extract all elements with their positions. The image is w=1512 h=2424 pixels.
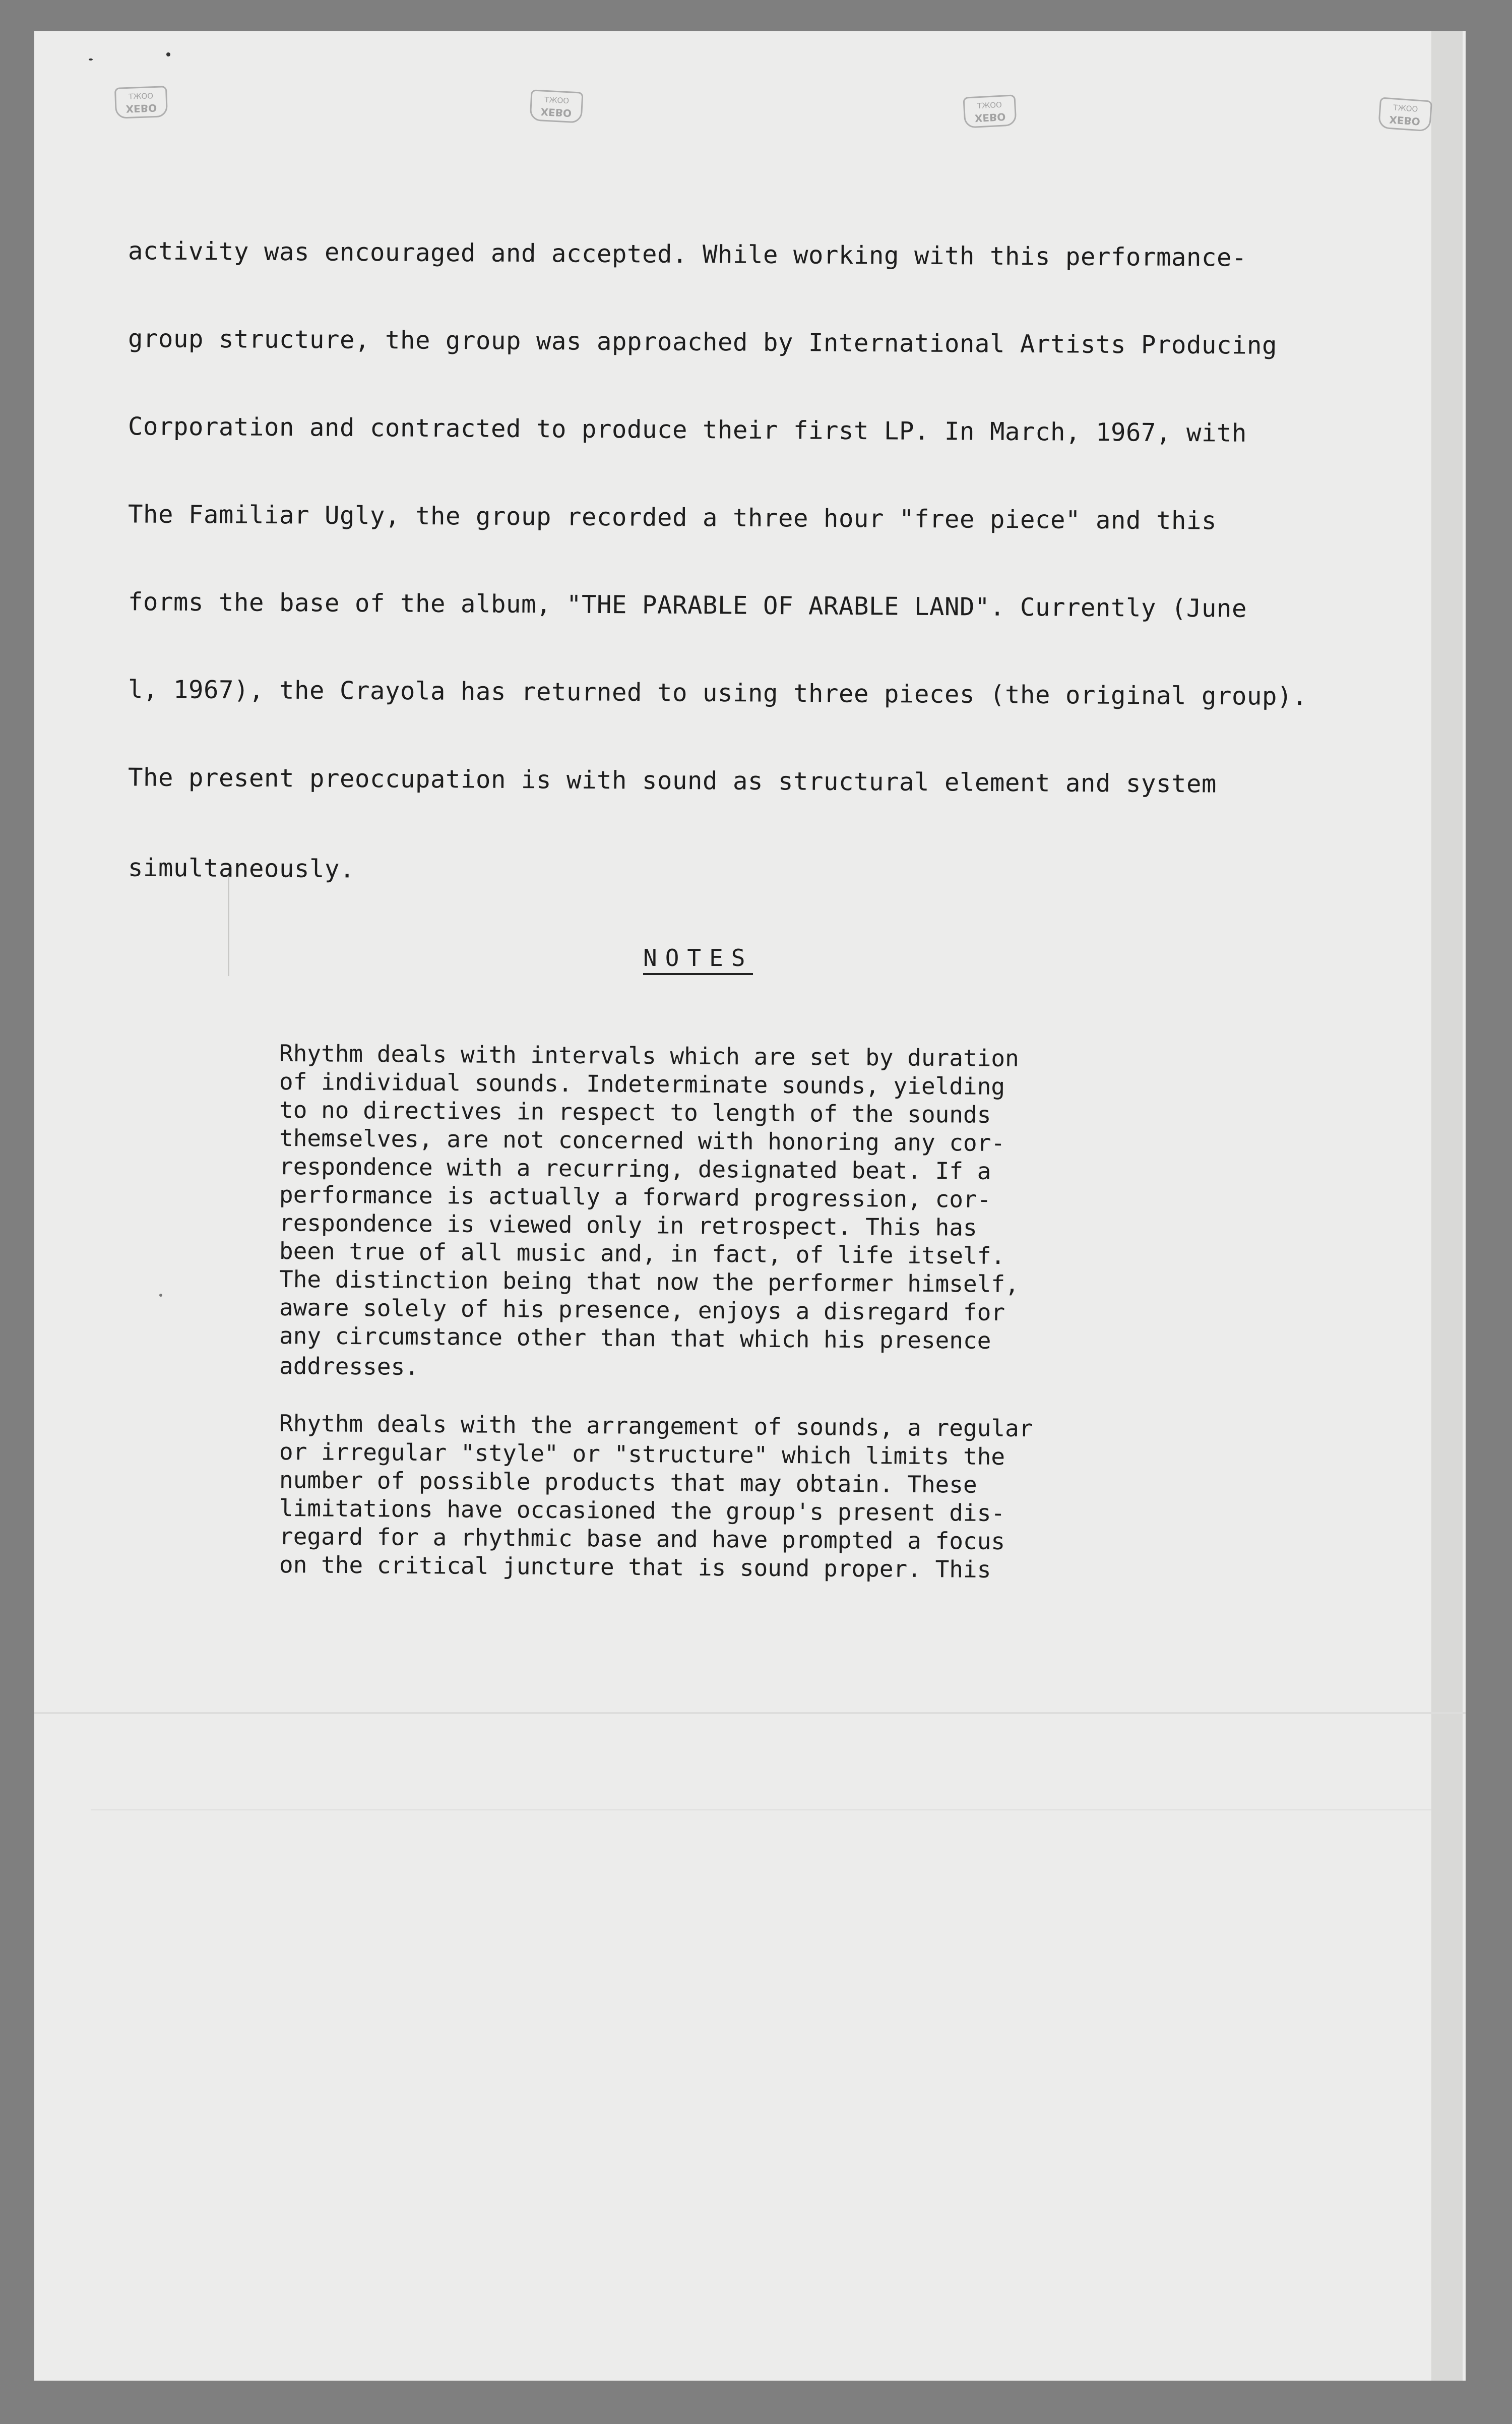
notes-heading: NOTES — [643, 944, 753, 975]
body-text-line: group structure, the group was approached by International Artists Producing — [128, 324, 1278, 360]
notes-text-line: The distinction being that now the performer himself, — [279, 1265, 1019, 1298]
margin-line-mark — [228, 867, 229, 976]
notes-text-line: of individual sounds. Indeterminate sounds, yielding — [279, 1067, 1005, 1101]
notes-text-line: regard for a rhythmic base and have prompted a focus — [279, 1522, 1005, 1555]
notes-text-line: number of possible products that may obtain. These — [279, 1466, 977, 1498]
body-text-line: simultaneously. — [128, 853, 355, 884]
notes-text-line: limitations have occasioned the group's present dis- — [279, 1494, 1005, 1527]
xerox-copy-stamp: ТЖОО XEBO — [114, 86, 168, 119]
ink-speck — [166, 52, 170, 56]
ink-speck — [89, 58, 93, 60]
notes-text-line: themselves, are not concerned with honoring any cor- — [279, 1124, 1005, 1157]
notes-text-line: or irregular "style" or "structure" which limits the — [279, 1437, 1005, 1471]
notes-text-line: Rhythm deals with intervals which are set by duration — [279, 1039, 1019, 1072]
xerox-copy-stamp: ТЖОО XEBO — [1378, 97, 1432, 132]
notes-text-line: Rhythm deals with the arrangement of sounds, a regular — [279, 1409, 1033, 1442]
notes-text-line: addresses. — [279, 1352, 419, 1380]
notes-text-line: performance is actually a forward progression, cor- — [279, 1181, 991, 1213]
body-text-line: l, 1967), the Crayola has returned to using three pieces (the original group). — [128, 675, 1308, 711]
ink-speck — [159, 1294, 162, 1297]
body-text-line: activity was encouraged and accepted. While working with this performance- — [128, 236, 1247, 272]
body-text-line: The Familiar Ugly, the group recorded a three hour "free piece" and this — [128, 500, 1217, 535]
xerox-copy-stamp: ТЖОО XEBO — [963, 94, 1017, 128]
body-text-line: Corporation and contracted to produce their first LP. In March, 1967, with — [128, 412, 1247, 448]
notes-text-line: aware solely of his presence, enjoys a disregard for — [279, 1293, 1005, 1326]
page-fold-crease — [34, 1712, 1466, 1714]
xerox-copy-stamp: ТЖОО XEBO — [529, 89, 583, 123]
notes-text-line: respondence is viewed only in retrospect. This has — [279, 1209, 977, 1241]
notes-text-line: any circumstance other than that which his presence — [279, 1322, 991, 1354]
body-text-line: forms the base of the album, "THE PARABLE OF ARABLE LAND". Currently (June — [128, 587, 1247, 623]
body-text-line: The present preoccupation is with sound as structural element and system — [128, 763, 1217, 799]
notes-text-line: on the critical juncture that is sound proper. This — [279, 1551, 991, 1583]
page-edge-shadow — [1431, 31, 1463, 2381]
notes-text-line: been true of all music and, in fact, of life itself. — [279, 1237, 1005, 1270]
page-fold-crease — [91, 1809, 1431, 1810]
notes-text-line: to no directives in respect to length of the sounds — [279, 1096, 991, 1128]
notes-text-line: respondence with a recurring, designated beat. If a — [279, 1153, 991, 1185]
